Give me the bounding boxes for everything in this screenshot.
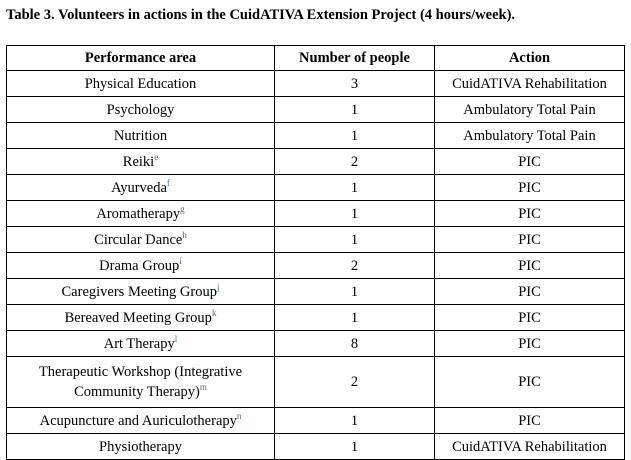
- cell-people: 1: [275, 201, 435, 227]
- cell-action: PIC: [435, 253, 625, 279]
- cell-area: [7, 331, 275, 357]
- cell-action: Ambulatory Total Pain: [435, 123, 625, 149]
- cell-people: 1: [275, 175, 435, 201]
- area-text: Psychology: [106, 101, 175, 118]
- table-row: [7, 408, 625, 434]
- area-text: Caregivers Meeting Group: [61, 283, 217, 300]
- cell-area: [7, 149, 275, 175]
- area-text: Bereaved Meeting Group: [64, 309, 212, 326]
- footnote-marker: i: [179, 255, 182, 266]
- cell-area: [7, 97, 275, 123]
- cell-action: CuidATIVA Rehabilitation: [435, 434, 625, 460]
- cell-people: 1: [275, 227, 435, 253]
- area-text: Art Therapy: [103, 335, 175, 352]
- footnote-marker: m: [199, 382, 207, 393]
- area-text: Circular Dance: [94, 231, 183, 248]
- cell-people: 1: [275, 123, 435, 149]
- cell-area: [7, 305, 275, 331]
- cell-area: [7, 279, 275, 305]
- cell-people: 2: [275, 253, 435, 279]
- cell-action: PIC: [435, 201, 625, 227]
- cell-area: [7, 175, 275, 201]
- cell-people: 8: [275, 331, 435, 357]
- area-text: Physiotherapy: [99, 438, 182, 455]
- area-text: Therapeutic Workshop (Integrative Community Therapy): [38, 364, 243, 400]
- cell-action: PIC: [435, 279, 625, 305]
- area-text: Reiki: [122, 153, 155, 170]
- cell-action: PIC: [435, 331, 625, 357]
- cell-action: PIC: [435, 175, 625, 201]
- table-row: [7, 357, 625, 408]
- table-row: [7, 434, 625, 460]
- table-row: [7, 227, 625, 253]
- footnote-marker: k: [211, 307, 217, 318]
- header-number-of-people: Number of people: [275, 46, 435, 71]
- header-action: Action: [435, 46, 625, 71]
- table-row: [7, 253, 625, 279]
- footnote-marker: j: [216, 281, 220, 292]
- footnote-marker: n: [236, 410, 242, 421]
- cell-area: [7, 201, 275, 227]
- cell-people: 1: [275, 97, 435, 123]
- header-performance-area: Performance area: [7, 46, 275, 71]
- cell-area: [7, 434, 275, 460]
- area-text: Physical Education: [84, 75, 197, 92]
- footnote-marker: f: [166, 177, 170, 188]
- cell-area: [7, 71, 275, 97]
- cell-people: 1: [275, 305, 435, 331]
- header-row: [7, 46, 625, 71]
- table-caption: Table 3. Volunteers in actions in the CuidATIVA Extension Project (4 hours/week).: [6, 7, 516, 23]
- table-row: [7, 279, 625, 305]
- table-row: [7, 201, 625, 227]
- cell-action: CuidATIVA Rehabilitation: [435, 71, 625, 97]
- table-row: [7, 123, 625, 149]
- footnote-marker: h: [182, 229, 187, 240]
- table-row: [7, 175, 625, 201]
- cell-people: 1: [275, 408, 435, 434]
- cell-people: 2: [275, 357, 435, 408]
- volunteers-table: [6, 45, 625, 460]
- table-row: [7, 71, 625, 97]
- area-text: Acupuncture and Auriculotherapy: [39, 412, 237, 429]
- cell-action: PIC: [435, 357, 625, 408]
- area-text: Drama Group: [99, 257, 180, 274]
- cell-area: [7, 357, 275, 408]
- table-row: [7, 149, 625, 175]
- cell-people: 3: [275, 71, 435, 97]
- cell-action: PIC: [435, 408, 625, 434]
- area-text: Ayurveda: [111, 179, 167, 196]
- cell-area: [7, 408, 275, 434]
- footnote-marker: e: [154, 151, 159, 162]
- cell-action: PIC: [435, 227, 625, 253]
- cell-people: 1: [275, 279, 435, 305]
- table-row: [7, 97, 625, 123]
- cell-people: 1: [275, 434, 435, 460]
- cell-action: Ambulatory Total Pain: [435, 97, 625, 123]
- table-row: [7, 331, 625, 357]
- cell-action: PIC: [435, 149, 625, 175]
- cell-area: [7, 123, 275, 149]
- footnote-marker: g: [180, 203, 185, 214]
- area-text: Aromatherapy: [96, 205, 181, 222]
- cell-area: [7, 253, 275, 279]
- cell-action: PIC: [435, 305, 625, 331]
- cell-area: [7, 227, 275, 253]
- table-row: [7, 305, 625, 331]
- area-text: Nutrition: [113, 127, 168, 144]
- cell-people: 2: [275, 149, 435, 175]
- footnote-marker: l: [174, 333, 178, 344]
